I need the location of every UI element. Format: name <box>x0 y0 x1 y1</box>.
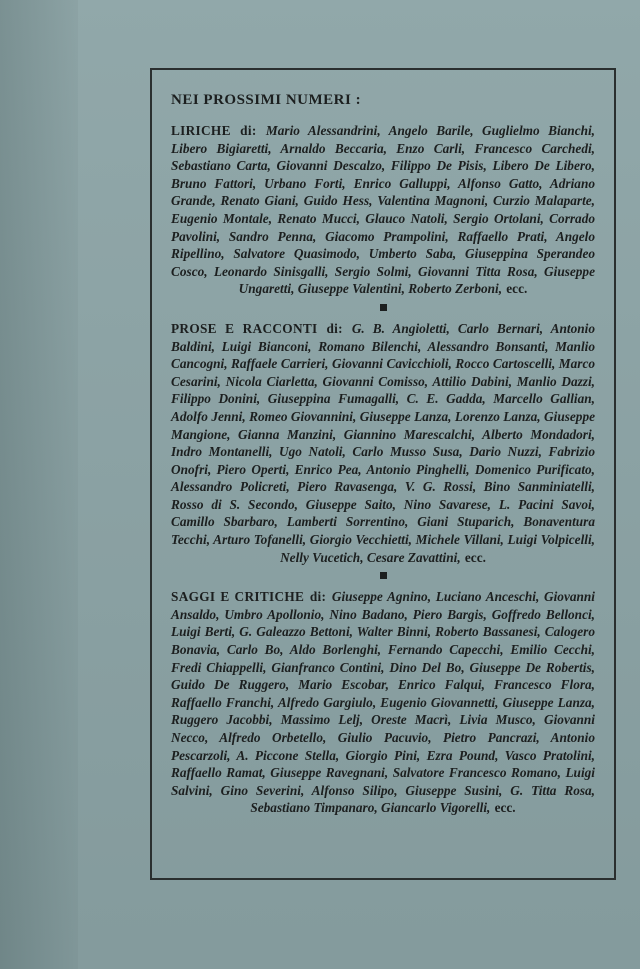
section-label: SAGGI E CRITICHE <box>171 589 305 605</box>
announcement-box <box>150 68 616 880</box>
section-saggi-e-critiche <box>171 589 595 818</box>
section-etc: ecc. <box>494 800 516 816</box>
section-prose-e-racconti <box>171 321 595 567</box>
binding-shadow <box>0 0 78 969</box>
section-etc: ecc. <box>506 281 528 297</box>
section-di: di: <box>309 589 327 605</box>
page-title: NEI PROSSIMI NUMERI : <box>171 92 362 108</box>
square-bullet-icon <box>380 572 387 579</box>
author-list: G. B. Angioletti, Carlo Bernari, Antonio Baldini, Luigi Bianconi, Romano Bilenchi, Alessandro Bonsanti, Manlio Cancogni, Raffaele Carrieri, Giovanni Cavicchioli, Rocco Cartoscelli, Marco Cesarini, Nicola Ciarletta, Giovanni Comisso, Attilio Dabini, Manlio Dazzi, Filippo Donini, Giuseppina Fumagalli, C. E. Gadda, Marcello Gallian, Adolfo Jenni, Romeo Giovannini, Giuseppe Lanza, Lorenzo Lanza, Giuseppe Mangione, Gianna Manzini, Giannino Marescalchi, Alberto Mondadori, Indro Montanelli, Ugo Natoli, Carlo Musso Susa, Dario Nuzzi, Fabrizio Onofri, Piero Operti, Enrico Pea, Antonio Pinghelli, Domenico Purificato, Alessandro Policreti, Piero Ravasenga, V. G. Rossi, Bino Sanminiatelli, Rosso di S. Secondo, Giuseppe Saito, Nino Savarese, L. Pacini Savoi, Camillo Sbarbaro, Lamberti Sorrentino, Giani Stuparich, Bonaventura Tecchi, Arturo Tofanelli, Giorgio Vecchietti, Michele Villani, Luigi Volpicelli, Nelly Vucetich, Cesare Zavattini, <box>171 320 595 565</box>
square-bullet-icon <box>380 304 387 311</box>
section-di: di: <box>240 123 257 138</box>
author-list: Giuseppe Agnino, Luciano Anceschi, Giovanni Ansaldo, Umbro Apollonio, Nino Badano, Piero Bargis, Goffredo Bellonci, Luigi Berti, G. Galeazzo Bettoni, Walter Binni, Roberto Bassanesi, Calogero Bonavia, Carlo Bo, Aldo Borlenghi, Fernando Capecchi, Emilio Cecchi, Fredi Chiappelli, Gianfranco Contini, Dino Del Bo, Giuseppe De Robertis, Guido De Ruggero, Mario Escobar, Enrico Falqui, Francesco Flora, Raffaello Franchi, Alfredo Gargiulo, Eugenio Giovannetti, Giuseppe Lanza, Ruggero Jacobbi, Massimo Lelj, Oreste Macrì, Livia Musco, Giovanni Necco, Alfredo Orbetello, Giulio Pacuvio, Pietro Pancrazi, Antonio Pescarzoli, A. Piccone Stella, Giorgio Pini, Ezra Pound, Vasco Pratolini, Raffaello Ramat, Giuseppe Ravegnani, Salvatore Francesco Romano, Luigi Salvini, Gino Severini, Alfonso Silipo, Giuseppe Susini, G. Titta Rosa, Sebastiano Timpanaro, Giancarlo Vigorelli, <box>171 589 595 816</box>
section-etc: ecc. <box>464 549 486 565</box>
section-liriche <box>171 123 595 299</box>
section-label: LIRICHE <box>171 123 231 138</box>
section-di: di: <box>326 320 343 336</box>
section-divider <box>171 303 595 315</box>
author-list: Mario Alessandrini, Angelo Barile, Guglielmo Bianchi, Libero Bigiaretti, Arnaldo Beccaria, Enzo Carli, Francesco Carchedi, Sebastiano Carta, Giovanni Descalzo, Filippo De Pisis, Libero De Libero, Bruno Fattori, Urbano Forti, Enrico Galluppi, Alfonso Gatto, Adriano Grande, Renato Giani, Guido Hess, Valentina Magnoni, Curzio Malaparte, Eugenio Montale, Renato Mucci, Glauco Natoli, Sergio Ortolani, Corrado Pavolini, Sandro Penna, Giacomo Prampolini, Raffaello Prati, Angelo Ripellino, Salvatore Quasimodo, Umberto Saba, Giuseppina Sperandeo Cosco, Leonardo Sinisgalli, Sergio Solmi, Giovanni Titta Rosa, Giuseppe Ungaretti, Giuseppe Valentini, Roberto Zerboni, <box>171 123 596 297</box>
section-label: PROSE E RACCONTI <box>171 320 318 336</box>
section-divider <box>171 571 595 583</box>
